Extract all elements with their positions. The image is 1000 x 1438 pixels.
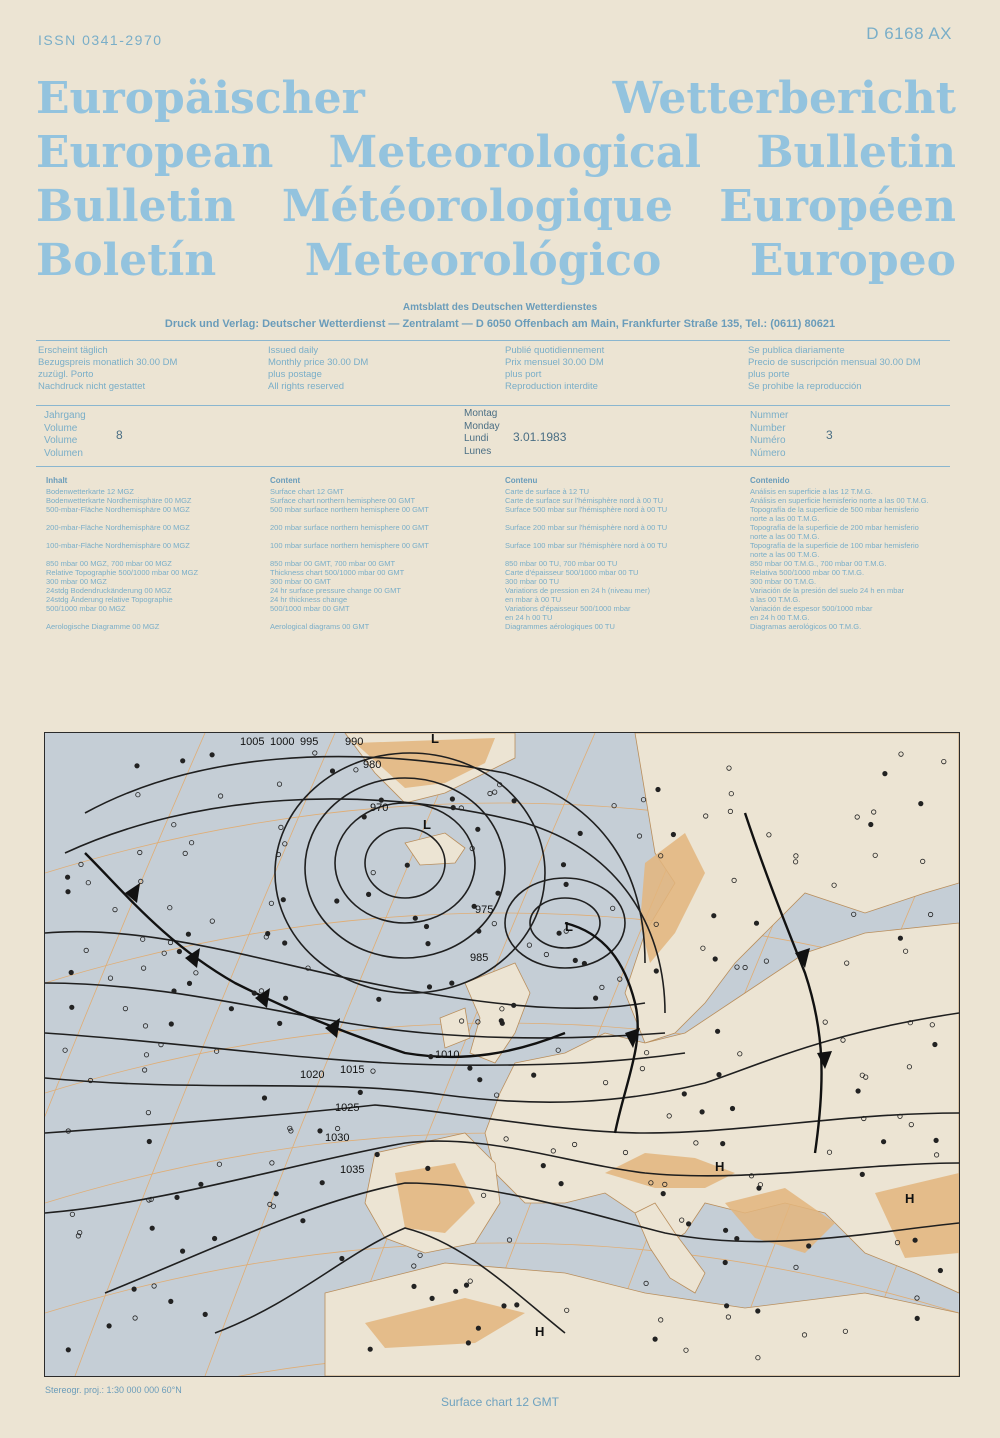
pubinfo-french <box>505 345 604 393</box>
station-marker <box>320 1181 324 1185</box>
station-marker <box>557 931 561 935</box>
station-marker <box>69 970 73 974</box>
day-label: Monday <box>464 420 500 432</box>
station-marker <box>913 1238 917 1242</box>
station-marker <box>187 981 191 985</box>
volume-label: Jahrgang <box>44 410 86 421</box>
pubinfo-spanish <box>748 345 921 393</box>
contents-row: a las 00 T.M.G. <box>750 595 801 604</box>
isobar-label: 1015 <box>340 1064 365 1076</box>
station-marker <box>66 890 70 894</box>
station-marker <box>582 961 586 965</box>
issn-number: ISSN 0341-2970 <box>38 32 163 48</box>
contents-english <box>270 475 490 631</box>
isobar-label: 980 <box>363 759 382 771</box>
issue-date: 3.01.1983 <box>513 430 567 444</box>
station-marker <box>65 875 69 879</box>
contents-row: Relative Topographie 500/1000 mbar 00 MGZ <box>46 568 199 577</box>
day-label: Lundi <box>464 433 489 444</box>
projection-note: Stereogr. proj.: 1:30 000 000 60°N <box>45 1385 182 1395</box>
contents-row <box>46 514 256 523</box>
station-marker <box>686 1222 690 1226</box>
issue-number: 3 <box>826 428 833 442</box>
station-marker <box>262 1096 266 1100</box>
contents-row <box>46 532 256 541</box>
day-label: Lunes <box>464 445 492 457</box>
station-marker <box>451 805 455 809</box>
title-block <box>36 72 956 288</box>
divider-2 <box>36 405 950 406</box>
contents-german <box>46 475 256 631</box>
contents-row: 200-mbar-Fläche Nordhemisphäre 00 MGZ <box>46 523 190 532</box>
station-marker <box>362 815 366 819</box>
station-marker <box>898 936 902 940</box>
station-marker <box>715 1029 719 1033</box>
contents-row: norte a las 00 T.M.G. <box>750 532 820 541</box>
isobar-label: 1020 <box>300 1069 325 1081</box>
station-marker <box>869 822 873 826</box>
contents-row: 850 mbar 00 GMT, 700 mbar 00 GMT <box>270 559 396 568</box>
contents-row: Carte d'épaisseur 500/1000 mbar 00 TU <box>505 568 639 577</box>
high-pressure-center: H <box>905 1191 915 1206</box>
contents-row: 24 hr surface pressure change 00 GMT <box>270 586 401 595</box>
station-marker <box>252 991 256 995</box>
station-marker <box>573 958 577 962</box>
contents-row: Aerological diagrams 00 GMT <box>270 622 370 631</box>
station-marker <box>301 1219 305 1223</box>
weather-map-drawing <box>45 733 959 1376</box>
station-marker <box>169 1299 173 1303</box>
station-marker <box>512 1003 516 1007</box>
surface-weather-map <box>44 732 960 1377</box>
station-marker <box>150 1226 154 1230</box>
pubinfo-line: zuzügl. Porto <box>38 369 94 380</box>
station-marker <box>375 1152 379 1156</box>
station-marker <box>723 1260 727 1264</box>
station-marker <box>405 863 409 867</box>
station-marker <box>358 1090 362 1094</box>
title-spanish: Boletín Meteorológico Europeo <box>36 235 956 286</box>
contents-heading: Contenu <box>505 476 538 485</box>
station-marker <box>454 1289 458 1293</box>
volume-label: Volume <box>44 422 78 434</box>
station-marker <box>476 1326 480 1330</box>
contents-row: 100-mbar-Fläche Nordhemisphäre 00 MGZ <box>46 541 190 550</box>
isobar-label: 1030 <box>325 1132 350 1144</box>
contents-heading: Inhalt <box>46 476 68 485</box>
station-marker <box>70 1005 74 1009</box>
station-marker <box>656 787 660 791</box>
station-marker <box>712 914 716 918</box>
station-marker <box>450 797 454 801</box>
station-marker <box>203 1312 207 1316</box>
station-marker <box>464 1283 468 1287</box>
station-marker <box>754 921 758 925</box>
station-marker <box>856 1089 860 1093</box>
station-marker <box>500 1021 504 1025</box>
station-marker <box>700 1110 704 1114</box>
contents-row: 24stdg Änderung relative Topographie <box>46 595 173 604</box>
contents-row: 24stdg Bodendruckänderung 00 MGZ <box>46 586 172 595</box>
contents-row: Análisis en superficie hemisferio norte a las 00 T.M.G. <box>750 496 929 505</box>
station-marker <box>933 1042 937 1046</box>
station-marker <box>938 1268 942 1272</box>
station-marker <box>426 941 430 945</box>
contents-row: Aerologische Diagramme 00 MGZ <box>46 622 160 631</box>
contents-row: en mbar à 00 TU <box>505 595 562 604</box>
contents-row: Carte de surface à 12 TU <box>505 487 590 496</box>
station-marker <box>757 1186 761 1190</box>
contents-row: Bodenwetterkarte Nordhemisphäre 00 MGZ <box>46 496 192 505</box>
contents-french <box>505 475 740 631</box>
number-label: Nummer <box>750 410 789 421</box>
station-marker <box>330 769 334 773</box>
contents-row: 24 hr thickness change <box>270 595 348 604</box>
isobar-label: 990 <box>345 736 364 748</box>
contents-row: Surface 100 mbar sur l'hémisphère nord à 00 TU <box>505 541 668 550</box>
contents-row: 300 mbar 00 GMT <box>270 577 331 586</box>
contents-spanish <box>750 475 960 631</box>
station-marker <box>502 1304 506 1308</box>
day-labels <box>464 408 500 458</box>
contents-row: Relativa 500/1000 mbar 00 T.M.G. <box>750 568 865 577</box>
number-label: Numéro <box>750 435 786 446</box>
divider-3 <box>36 466 950 467</box>
isobar-label: 1010 <box>435 1049 460 1061</box>
isobar-label: 975 <box>475 904 494 916</box>
station-marker <box>169 1022 173 1026</box>
station-marker <box>515 1303 519 1307</box>
contents-row <box>505 550 740 559</box>
official-gazette-line: Amtsblatt des Deutschen Wetterdienstes <box>402 302 598 313</box>
station-marker <box>934 1138 938 1142</box>
pubinfo-line: plus postage <box>268 369 322 380</box>
contents-row <box>270 514 490 523</box>
station-marker <box>721 1141 725 1145</box>
contents-heading: Contenido <box>750 476 790 485</box>
station-marker <box>199 1182 203 1186</box>
low-pressure-center: L <box>565 919 573 934</box>
volume-value: 8 <box>116 428 123 442</box>
contents-row: Bodenwetterkarte 12 MGZ <box>46 487 134 496</box>
station-marker <box>476 827 480 831</box>
station-marker <box>426 1166 430 1170</box>
contents-row: en 24 h 00 T.M.G. <box>750 613 810 622</box>
station-marker <box>717 1072 721 1076</box>
contents-row: Thickness chart 500/1000 mbar 00 GMT <box>270 568 405 577</box>
station-marker <box>172 989 176 993</box>
volume-label: Volume <box>44 435 78 446</box>
isobar-label: 995 <box>300 736 319 748</box>
pubinfo-german <box>38 345 177 393</box>
station-marker <box>340 1256 344 1260</box>
divider-1 <box>36 340 950 341</box>
station-marker <box>532 1073 536 1077</box>
volume-labels <box>44 410 86 460</box>
contents-row: Surface chart northern hemisphere 00 GMT <box>270 496 416 505</box>
station-marker <box>229 1007 233 1011</box>
contents-row: 300 mbar 00 MGZ <box>46 577 107 586</box>
station-marker <box>477 929 481 933</box>
station-marker <box>559 1181 563 1185</box>
station-marker <box>653 1337 657 1341</box>
contents-row <box>270 613 490 622</box>
station-marker <box>756 1309 760 1313</box>
station-marker <box>468 1066 472 1070</box>
station-marker <box>860 1172 864 1176</box>
station-marker <box>919 801 923 805</box>
station-marker <box>561 863 565 867</box>
high-pressure-center: H <box>535 1324 545 1339</box>
contents-row: Diagrammes aérologiques 00 TU <box>505 622 615 631</box>
pubinfo-english <box>268 345 368 393</box>
contents-row: 500 mbar surface northern hemisphere 00 GMT <box>270 505 429 514</box>
station-marker <box>283 941 287 945</box>
contents-row: Carte de surface sur l'hémisphère nord à 00 TU <box>505 496 664 505</box>
station-marker <box>413 916 417 920</box>
high-pressure-center: H <box>715 1159 725 1174</box>
isobar-label: 1000 <box>270 736 295 748</box>
contents-row: 850 mbar 00 T.M.G., 700 mbar 00 T.M.G. <box>750 559 887 568</box>
pubinfo-line: Erscheint täglich <box>38 345 108 356</box>
station-marker <box>466 1341 470 1345</box>
contents-row: 300 mbar 00 TU <box>505 577 560 586</box>
station-marker <box>430 1296 434 1300</box>
contents-row: Variations de pression en 24 h (niveau mer) <box>505 586 650 595</box>
contents-row: Variations d'épaisseur 500/1000 mbar <box>505 604 631 613</box>
station-marker <box>496 891 500 895</box>
station-marker <box>723 1228 727 1232</box>
station-marker <box>915 1316 919 1320</box>
contents-row: Topografía de la superficie de 100 mbar hemisferio <box>750 541 919 550</box>
station-marker <box>654 969 658 973</box>
station-marker <box>429 1054 433 1058</box>
contents-row: 500/1000 mbar 00 MGZ <box>46 604 126 613</box>
station-marker <box>107 1324 111 1328</box>
publisher-address: Druck und Verlag: Deutscher Wetterdienst — Zentralamt — D 6050 Offenbach am Main, Frankfurter Straße 135, Tel.: (0611) 80621 <box>164 318 836 330</box>
number-labels <box>750 410 788 460</box>
station-marker <box>212 1236 216 1240</box>
contents-row <box>505 514 740 523</box>
station-marker <box>366 892 370 896</box>
number-label: Número <box>750 447 786 459</box>
pubinfo-line: Reproduction interdite <box>505 381 598 392</box>
day-label: Montag <box>464 408 498 419</box>
station-marker <box>671 832 675 836</box>
pubinfo-line: Issued daily <box>268 345 319 356</box>
pubinfo-line: Nachdruck nicht gestattet <box>38 381 146 392</box>
station-marker <box>883 771 887 775</box>
station-marker <box>578 831 582 835</box>
contents-row: Topografía de la superficie de 500 mbar hemisferio <box>750 505 919 514</box>
low-pressure-center: L <box>423 817 431 832</box>
station-marker <box>735 1236 739 1240</box>
contents-row: 850 mbar 00 TU, 700 mbar 00 TU <box>505 559 618 568</box>
publication-code: D 6168 AX <box>866 24 952 43</box>
station-marker <box>807 1244 811 1248</box>
map-caption: Surface chart 12 GMT <box>440 1395 560 1409</box>
contents-row: norte a las 00 T.M.G. <box>750 514 820 523</box>
contents-row: Topografía de la superficie de 200 mbar hemisferio <box>750 523 919 532</box>
isobar-label: 985 <box>470 952 489 964</box>
contents-row <box>46 550 256 559</box>
pubinfo-line: All rights reserved <box>268 381 345 392</box>
contents-row <box>270 532 490 541</box>
contents-row: Análisis en superficie a las 12 T.M.G. <box>750 487 873 496</box>
station-marker <box>730 1106 734 1110</box>
station-marker <box>135 764 139 768</box>
station-marker <box>283 996 287 1000</box>
isobar-label: 970 <box>370 802 389 814</box>
station-marker <box>412 1284 416 1288</box>
station-marker <box>368 1347 372 1351</box>
pubinfo-line: Se publica diariamente <box>748 345 845 356</box>
station-marker <box>281 898 285 902</box>
contents-row: 200 mbar surface northern hemisphere 00 GMT <box>270 523 429 532</box>
station-marker <box>377 997 381 1001</box>
station-marker <box>450 981 454 985</box>
volume-label: Volumen <box>44 447 83 459</box>
station-marker <box>682 1092 686 1096</box>
contents-heading: Content <box>270 476 301 485</box>
pubinfo-line: Se prohibe la reproducción <box>748 381 862 392</box>
station-marker <box>278 1021 282 1025</box>
low-pressure-center: L <box>431 733 439 746</box>
number-label: Number <box>750 422 786 434</box>
station-marker <box>186 932 190 936</box>
isobar-label: 1005 <box>240 736 265 748</box>
station-marker <box>724 1304 728 1308</box>
contents-row <box>505 532 740 541</box>
station-marker <box>881 1140 885 1144</box>
station-marker <box>177 949 181 953</box>
pubinfo-line: plus port <box>505 369 542 380</box>
title-english: European Meteorological Bulletin <box>36 127 956 178</box>
station-marker <box>180 1249 184 1253</box>
station-marker <box>210 753 214 757</box>
contents-row: Surface 200 mbar sur l'hémisphère nord à 00 TU <box>505 523 668 532</box>
station-marker <box>147 1139 151 1143</box>
contents-row: 500-mbar-Fläche Nordhemisphäre 00 MGZ <box>46 505 190 514</box>
contents-row: Variación de la presión del suelo 24 h en mbar <box>750 586 905 595</box>
station-marker <box>427 985 431 989</box>
station-marker <box>181 759 185 763</box>
station-marker <box>661 1191 665 1195</box>
pubinfo-line: plus porte <box>748 369 790 380</box>
contents-row: en 24 h 00 TU <box>505 613 553 622</box>
station-marker <box>424 924 428 928</box>
pubinfo-line: Precio de suscripción mensual 30.00 DM <box>748 357 921 368</box>
station-marker <box>713 957 717 961</box>
station-marker <box>175 1195 179 1199</box>
title-french: Bulletin Météorologique Européen <box>36 181 956 232</box>
contents-row <box>270 550 490 559</box>
station-marker <box>132 1287 136 1291</box>
station-marker <box>512 799 516 803</box>
station-marker <box>564 882 568 886</box>
contents-row: 300 mbar 00 T.M.G. <box>750 577 817 586</box>
station-marker <box>541 1163 545 1167</box>
isobar-label: 1025 <box>335 1102 360 1114</box>
pubinfo-line: Prix mensuel 30.00 DM <box>505 357 604 368</box>
pubinfo-line: Monthly price 30.00 DM <box>268 357 369 368</box>
station-marker <box>66 1348 70 1352</box>
contents-row: 850 mbar 00 MGZ, 700 mbar 00 MGZ <box>46 559 172 568</box>
station-marker <box>593 996 597 1000</box>
isobar-label: 1035 <box>340 1164 365 1176</box>
contents-row: Diagramas aerológicos 00 T.M.G. <box>750 622 862 631</box>
contents-row: Surface chart 12 GMT <box>270 487 344 496</box>
station-marker <box>274 1192 278 1196</box>
contents-row <box>46 613 256 622</box>
contents-row: Variación de espesor 500/1000 mbar <box>750 604 873 613</box>
pubinfo-line: Bezugspreis monatlich 30.00 DM <box>38 357 178 368</box>
contents-row: Surface 500 mbar sur l'hémisphère nord à 00 TU <box>505 505 668 514</box>
contents-row: norte a las 00 T.M.G. <box>750 550 820 559</box>
station-marker <box>335 899 339 903</box>
contents-row: 100 mbar surface northern hemisphere 00 GMT <box>270 541 429 550</box>
station-marker <box>478 1078 482 1082</box>
pubinfo-line: Publié quotidiennement <box>505 345 605 356</box>
title-german: Europäischer Wetterbericht <box>36 73 956 124</box>
station-marker <box>318 1129 322 1133</box>
contents-row: 500/1000 mbar 00 GMT <box>270 604 350 613</box>
